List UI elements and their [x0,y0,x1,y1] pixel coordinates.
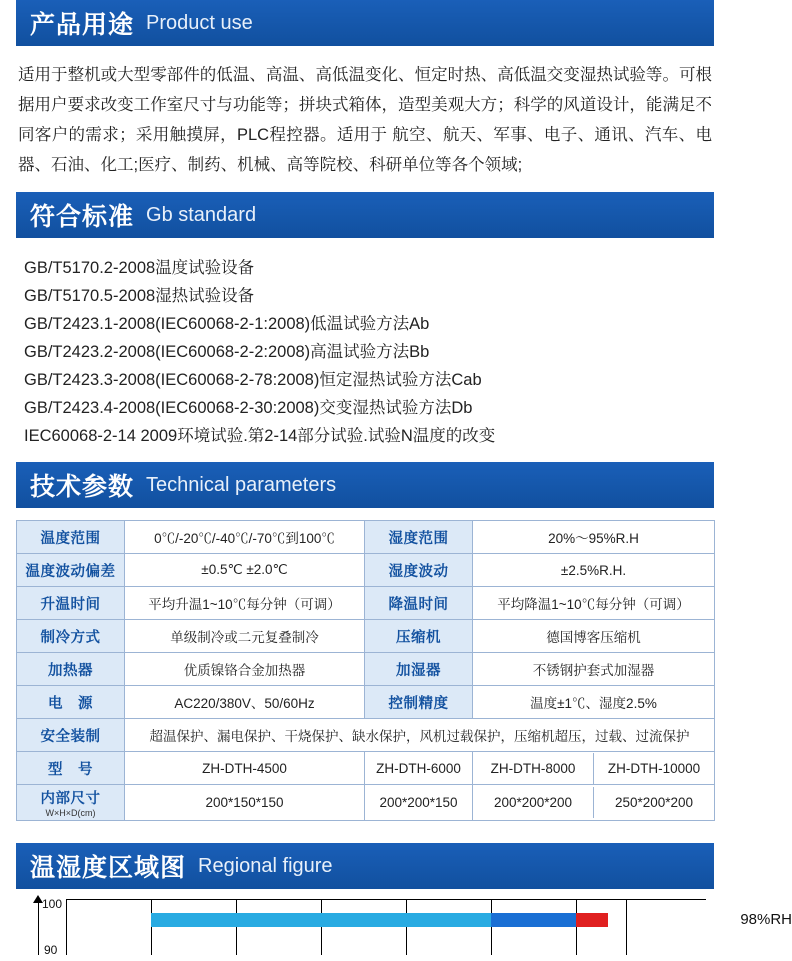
cell-label: 型 号 [17,752,125,785]
cell-label: 加热器 [17,653,125,686]
cell-value: 平均降温1~10℃每分钟（可调） [473,587,715,620]
chart-y-bottom-label: 90 [44,943,58,957]
regional-figure-header [16,843,714,889]
table-row [17,554,715,587]
product-use-section [0,0,730,180]
cell-label: 电 源 [17,686,125,719]
cell-value-group [473,752,715,785]
cell-label [17,785,125,821]
cell-value: 温度±1℃、湿度2.5% [473,686,715,719]
list-item: GB/T5170.2-2008温度试验设备 [24,259,255,277]
cell-value-group [473,785,715,821]
chart-gridline [321,899,322,955]
cell-label: 制冷方式 [17,620,125,653]
product-use-title-cn: 产品用途 [30,11,135,39]
table-row [17,653,715,686]
table-row [17,620,715,653]
chart-band-limit [576,913,608,927]
chart-gridline [406,899,407,955]
list-item: IEC60068-2-14 2009环境试验.第2-14部分试验.试验N温度的改变 [24,427,496,445]
regional-figure-title-cn: 温湿度区域图 [30,854,187,882]
chart-gridline [576,899,577,955]
gb-standard-list [24,254,712,450]
tech-parameters-title-en: Technical parameters [146,473,337,496]
cell-value: 200*150*150 [125,785,365,821]
chart-gridline [491,899,492,955]
cell-value: 平均升温1~10℃每分钟（可调） [125,587,365,620]
cell-value: 单级制冷或二元复叠制冷 [125,620,365,653]
chart-band-high [491,913,576,927]
gb-standard-title-en: Gb standard [146,203,257,226]
inner-size-sublabel: W×H×D(cm) [45,808,96,818]
cell-label: 安全装制 [17,719,125,752]
chart-top-rule [66,899,706,900]
regional-figure-section [0,843,792,961]
chart-y-axis [38,899,39,955]
chart-gridline [66,899,67,955]
list-item: GB/T2423.3-2008(IEC60068-2-78:2008)恒定湿热试验方法Cab [24,371,482,389]
cell-label: 湿度波动 [365,554,473,587]
regional-figure-chart [16,897,792,961]
list-item: GB/T2423.4-2008(IEC60068-2-30:2008)交变湿热试验方法Db [24,399,473,417]
table-row-inner-size [17,785,715,821]
cell-value: ±2.5%R.H. [473,554,715,587]
cell-label: 升温时间 [17,587,125,620]
table-row-model [17,752,715,785]
list-item: GB/T5170.5-2008湿热试验设备 [24,287,255,305]
cell-value: 0℃/-20℃/-40℃/-70℃到100℃ [125,521,365,554]
gb-standard-header [16,192,714,238]
cell-value: ZH-DTH-8000 [473,753,594,784]
cell-value: 德国博客压缩机 [473,620,715,653]
tech-parameters-title-cn: 技术参数 [30,473,135,501]
chart-plot-area [66,899,792,955]
cell-value: ZH-DTH-6000 [365,752,473,785]
list-item: GB/T2423.2-2008(IEC60068-2-2:2008)高温试验方法Bb [24,343,430,361]
cell-value: 超温保护、漏电保护、干烧保护、缺水保护，风机过载保护，压缩机超压，过载、过流保护 [125,719,715,752]
cell-value: ZH-DTH-10000 [607,760,701,776]
cell-label: 温度波动偏差 [17,554,125,587]
cell-value: 200*200*200 [473,787,594,818]
tech-parameters-table [16,520,715,821]
regional-figure-title-en: Regional figure [198,854,333,877]
cell-value: AC220/380V、50/60Hz [125,686,365,719]
product-use-header [16,0,714,46]
cell-value: ±0.5℃ ±2.0℃ [125,554,365,587]
product-use-title-en: Product use [146,11,253,34]
table-row [17,521,715,554]
cell-label: 温度范围 [17,521,125,554]
cell-label: 湿度范围 [365,521,473,554]
tech-parameters-header [16,462,714,508]
gb-standard-title-cn: 符合标准 [30,203,135,231]
table-row [17,686,715,719]
gb-standard-section [0,192,730,450]
table-row-safety [17,719,715,752]
cell-value: 不锈钢护套式加湿器 [473,653,715,686]
cell-label: 加湿器 [365,653,473,686]
chart-y-top-label: 100 [42,897,63,911]
inner-size-label: 内部尺寸 [40,791,101,807]
cell-value: 250*200*200 [614,795,694,810]
list-item: GB/T2423.1-2008(IEC60068-2-1:2008)低温试验方法Ab [24,315,430,333]
product-use-body: 适用于整机或大型零部件的低温、高温、高低温变化、恒定时热、高低温交变湿热试验等。可根据用户要求改变工作室尺寸与功能等；拼块式箱体，造型美观大方；科学的风道设计，能满足不同客户的需求；采用触摸屏，PLC程控器。适用于 航空、航天、军事、电子、通讯、汽车、电器、石油、化工;医疗、制药、机械、高等院校、科研单位等各个领域; [18,66,712,174]
cell-value: 20%～95%R.H [473,521,715,554]
chart-gridline [151,899,152,955]
cell-label: 压缩机 [365,620,473,653]
cell-value: 优质镍铬合金加热器 [125,653,365,686]
table-row [17,587,715,620]
cell-label: 降温时间 [365,587,473,620]
cell-value: 200*200*150 [365,785,473,821]
tech-parameters-section [0,462,730,821]
cell-label: 控制精度 [365,686,473,719]
cell-value: ZH-DTH-4500 [125,752,365,785]
chart-rh-note: 98%RH [740,911,792,928]
chart-gridline [626,899,627,955]
chart-gridline [236,899,237,955]
